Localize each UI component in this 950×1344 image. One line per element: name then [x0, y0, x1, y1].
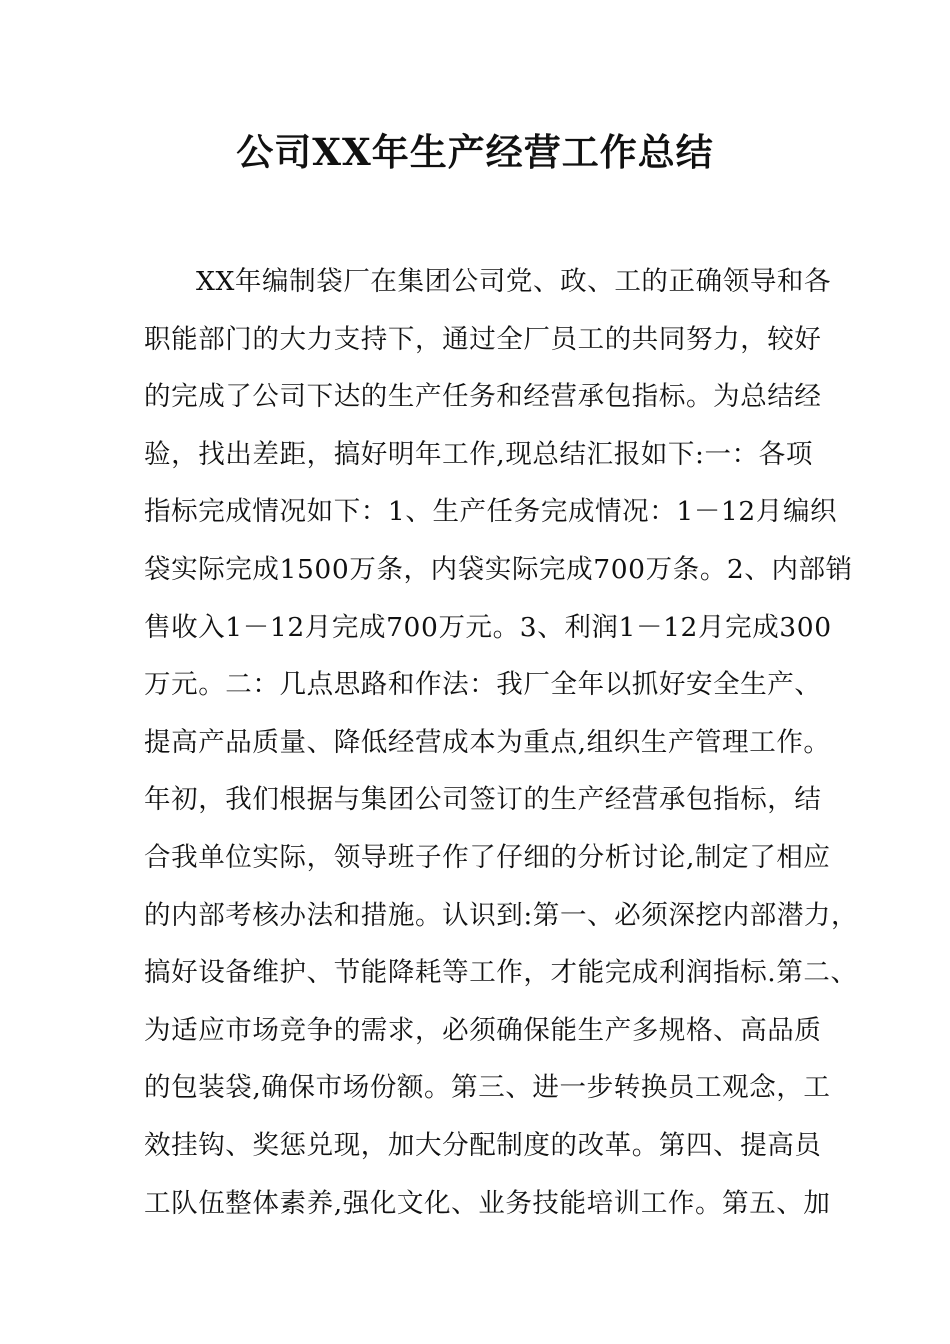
paragraph-line-1: XX年编制袋厂在集团公司党、政、工的正确领导和各 — [196, 266, 832, 297]
paragraph-line-11: 合我单位实际，领导班子作了仔细的分析讨论,制定了相应 — [144, 841, 831, 873]
paragraph-line-15: 的包装袋,确保市场份额。第三、进一步转换员工观念，工 — [144, 1072, 831, 1104]
paragraph-line-3: 的完成了公司下达的生产任务和经营承包指标。为总结经 — [144, 381, 822, 413]
paragraph-line-14: 为适应市场竞争的需求，必须确保能生产多规格、高品质 — [144, 1014, 822, 1046]
paragraph-line-4: 验，找出差距，搞好明年工作,现总结汇报如下:一：各项 — [144, 438, 813, 470]
paragraph-line-12: 的内部考核办法和措施。认识到:第一、必须深挖内部潜力， — [144, 899, 859, 931]
document-title: 公司XX年生产经营工作总结 — [236, 130, 714, 174]
paragraph-line-17: 工队伍整体素养,强化文化、业务技能培训工作。第五、加 — [144, 1187, 831, 1219]
document-body — [144, 262, 859, 1241]
paragraph-line-2: 职能部门的大力支持下，通过全厂员工的共同努力，较好 — [144, 323, 822, 355]
paragraph-line-9: 提高产品质量、降低经营成本为重点,组织生产管理工作。 — [144, 726, 831, 758]
paragraph-line-8: 万元。二：几点思路和作法：我厂全年以抓好安全生产、 — [144, 669, 822, 701]
paragraph-line-7: 售收入1－12月完成700万元。3、利润1－12月完成300 — [144, 611, 832, 643]
paragraph-line-5: 指标完成情况如下：1、生产任务完成情况：1－12月编织 — [144, 496, 838, 528]
paragraph-line-6: 袋实际完成1500万条，内袋实际完成700万条。2、内部销 — [144, 553, 853, 585]
paragraph-line-10: 年初，我们根据与集团公司签订的生产经营承包指标，结 — [144, 784, 822, 816]
paragraph-line-16: 效挂钩、奖惩兑现，加大分配制度的改革。第四、提高员 — [144, 1129, 822, 1161]
paragraph-line-13: 搞好设备维护、节能降耗等工作，才能完成利润指标.第二、 — [144, 957, 858, 989]
